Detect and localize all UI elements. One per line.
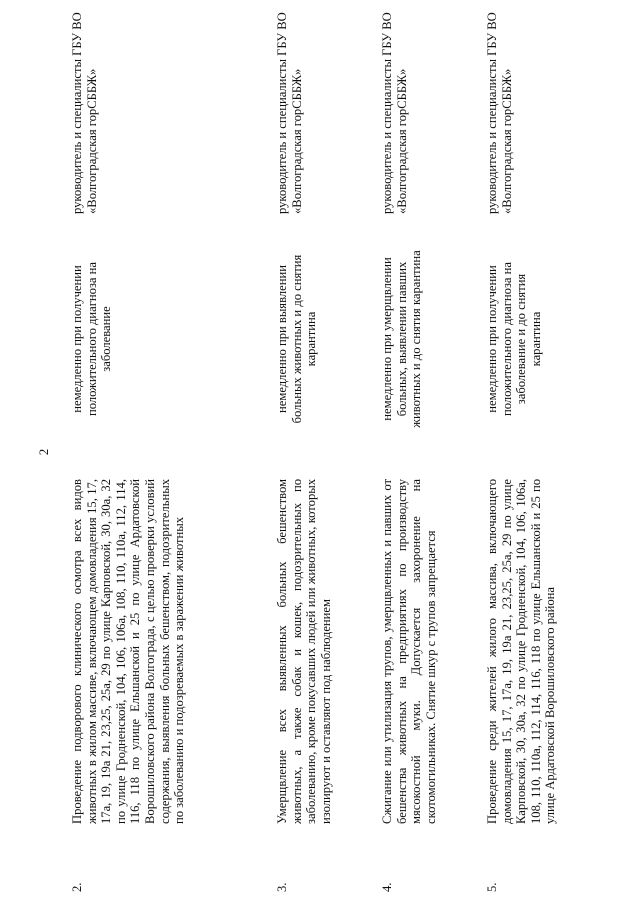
row-action: Проведение среди жителей жилого массива, включающего домовладения 15, 17, 17а, 19, 19а 21, 23,25, 25а, 29 по улице Карповской, 30, 30а, 32 по улице Гродненской, 104, 106, 106а, 108, 110, 110а, 112, 114, 116, 118 по улице Ельшанской и 25 по улице Ардатовской Ворошиловского района <box>485 479 558 824</box>
row-number: 5. <box>485 882 499 892</box>
row-deadline: немедленно при выявлении больных животных и до снятия карантина <box>275 254 319 424</box>
page-number: 2 <box>36 448 51 456</box>
row-deadline: немедленно при получении положительного диагноза на заболевание <box>70 262 114 417</box>
row-number: 4. <box>380 882 394 892</box>
measures-table <box>70 0 590 900</box>
row-number: 3. <box>275 882 289 892</box>
row-action: Проведение подворового клинического осмотра всех видов животных в жилом массиве, включающем домовладения 15, 17, 17а, 19, 19а 21, 23,25, 25а, 29 по улице Карповской, 30, 30а, 32 по улице Гродненской, 104, 106, 106а, 108, 110, 110а, 112, 114, 116, 118 по улице Ельшанской и 25 по улице Ардатовской Ворошиловского района Волгограда, с целью проверки условий содержания, выявления больных бешенством, подозрительных по заболеванию и подозреваемых в заражении животных <box>70 479 187 824</box>
row-action: Сжигание или утилизация трупов, умерщвленных и павших от бешенства животных на предприятиях по производству мясокостной муки. Допускается захоронение на скотомогильниках. Снятие шкур с трупов запрещается <box>380 479 438 824</box>
row-number: 2. <box>70 882 84 892</box>
row-responsible: руководитель и специалисты ГБУ ВО «Волгоградская горСББЖ» <box>380 12 409 214</box>
row-responsible: руководитель и специалисты ГБУ ВО «Волгоградская горСББЖ» <box>275 12 304 214</box>
row-action: Умерщвление всех выявленных больных бешенством животных, а также собак и кошек, подозрительных по заболеванию, кроме покусавших людей или животных, которых изолируют и оставляют под наблюдением <box>275 479 333 824</box>
row-deadline: немедленно при получении положительного диагноза на заболевание и до снятия карантина <box>485 262 543 417</box>
row-deadline: немедленно при умерщвлении больных, выявлении павших животных и до снятия карантина <box>380 250 424 428</box>
row-responsible: руководитель и специалисты ГБУ ВО «Волгоградская горСББЖ» <box>70 12 99 214</box>
row-responsible: руководитель и специалисты ГБУ ВО «Волгоградская горСББЖ» <box>485 12 514 214</box>
